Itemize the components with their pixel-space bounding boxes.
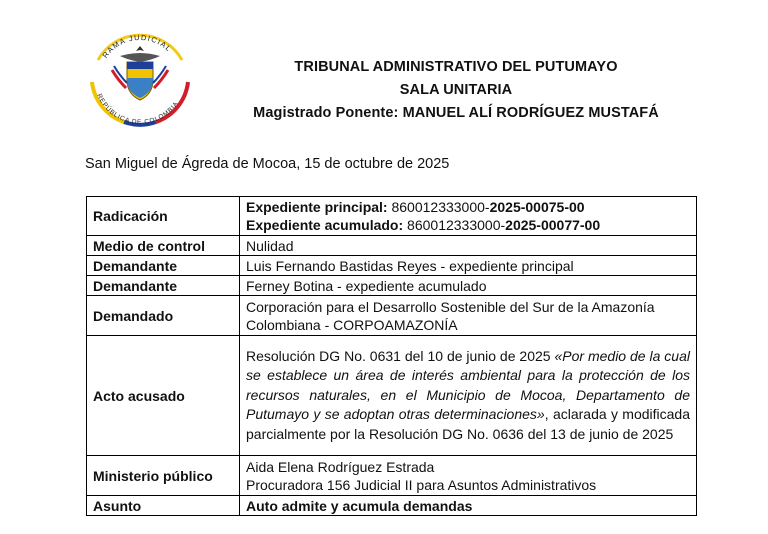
ministerio-line-2: Procuradora 156 Judicial II para Asuntos Administrativos (246, 476, 597, 493)
row-value (240, 296, 697, 336)
row-value: Nulidad (240, 236, 697, 256)
rama-judicial-seal (84, 20, 196, 132)
seal-emblem-icon (84, 20, 196, 132)
table-row (87, 197, 697, 236)
row-label: Ministerio público (87, 456, 240, 496)
row-label: Demandante (87, 276, 240, 296)
principal-label: Expediente principal: (246, 199, 388, 215)
row-label: Demandante (87, 256, 240, 276)
row-value (240, 456, 697, 496)
table-row (87, 276, 697, 296)
row-value: Auto admite y acumula demandas (240, 496, 697, 516)
case-info-table (86, 196, 697, 516)
acto-value (240, 336, 697, 456)
acto-text-start: Resolución DG No. 0631 del 10 de junio de 2025 (246, 347, 555, 364)
table-row (87, 336, 697, 456)
court-name: TRIBUNAL ADMINISTRATIVO DEL PUTUMAYO (294, 59, 618, 75)
demandado-line-2: Colombiana - CORPOAMAZONÍA (246, 316, 458, 333)
principal-prefix: 860012333000- (387, 199, 490, 215)
table-row (87, 496, 697, 516)
table-row (87, 296, 697, 336)
row-label: Radicación (87, 197, 240, 236)
acto-text-end: , aclarada y modificada parcialmente por la Resolución DG No. 0636 del 13 de junio de 2025 (246, 406, 691, 442)
principal-number: 2025-00075-00 (489, 199, 585, 215)
row-label: Demandado (87, 296, 240, 336)
row-label: Asunto (87, 496, 240, 516)
magistrate-line: Magistrado Ponente: MANUEL ALÍ RODRÍGUEZ MUSTAFÁ (253, 105, 659, 121)
table-row (87, 256, 697, 276)
svg-text:REPÚBLICA DE COLOMBIA: REPÚBLICA DE COLOMBIA (95, 92, 181, 127)
acumulado-prefix: 860012333000- (403, 217, 506, 233)
radicacion-value (240, 197, 697, 236)
acto-text-italic: «Por medio de la cual se establece un área de interés ambiental para la protección de los recursos naturales, en el Municipio de Mocoa, Departamento de Putumayo y se adoptan otras determinaciones» (246, 347, 690, 423)
row-label: Acto acusado (87, 336, 240, 456)
table-row (87, 456, 697, 496)
row-value: Luis Fernando Bastidas Reyes - expediente principal (240, 256, 697, 276)
row-label: Medio de control (87, 236, 240, 256)
place-date: San Miguel de Ágreda de Mocoa, 15 de octubre de 2025 (85, 156, 450, 172)
chamber-name: SALA UNITARIA (399, 82, 513, 98)
ministerio-line-1: Aida Elena Rodríguez Estrada (246, 458, 435, 475)
acumulado-number: 2025-00077-00 (505, 217, 601, 233)
document-header (196, 56, 716, 125)
table-row (87, 236, 697, 256)
row-value: Ferney Botina - expediente acumulado (240, 276, 697, 296)
acumulado-label: Expediente acumulado: (246, 217, 404, 233)
svg-text:RAMA JUDICIAL: RAMA JUDICIAL (100, 32, 174, 60)
demandado-line-1: Corporación para el Desarrollo Sostenible del Sur de la Amazonía (246, 298, 655, 315)
